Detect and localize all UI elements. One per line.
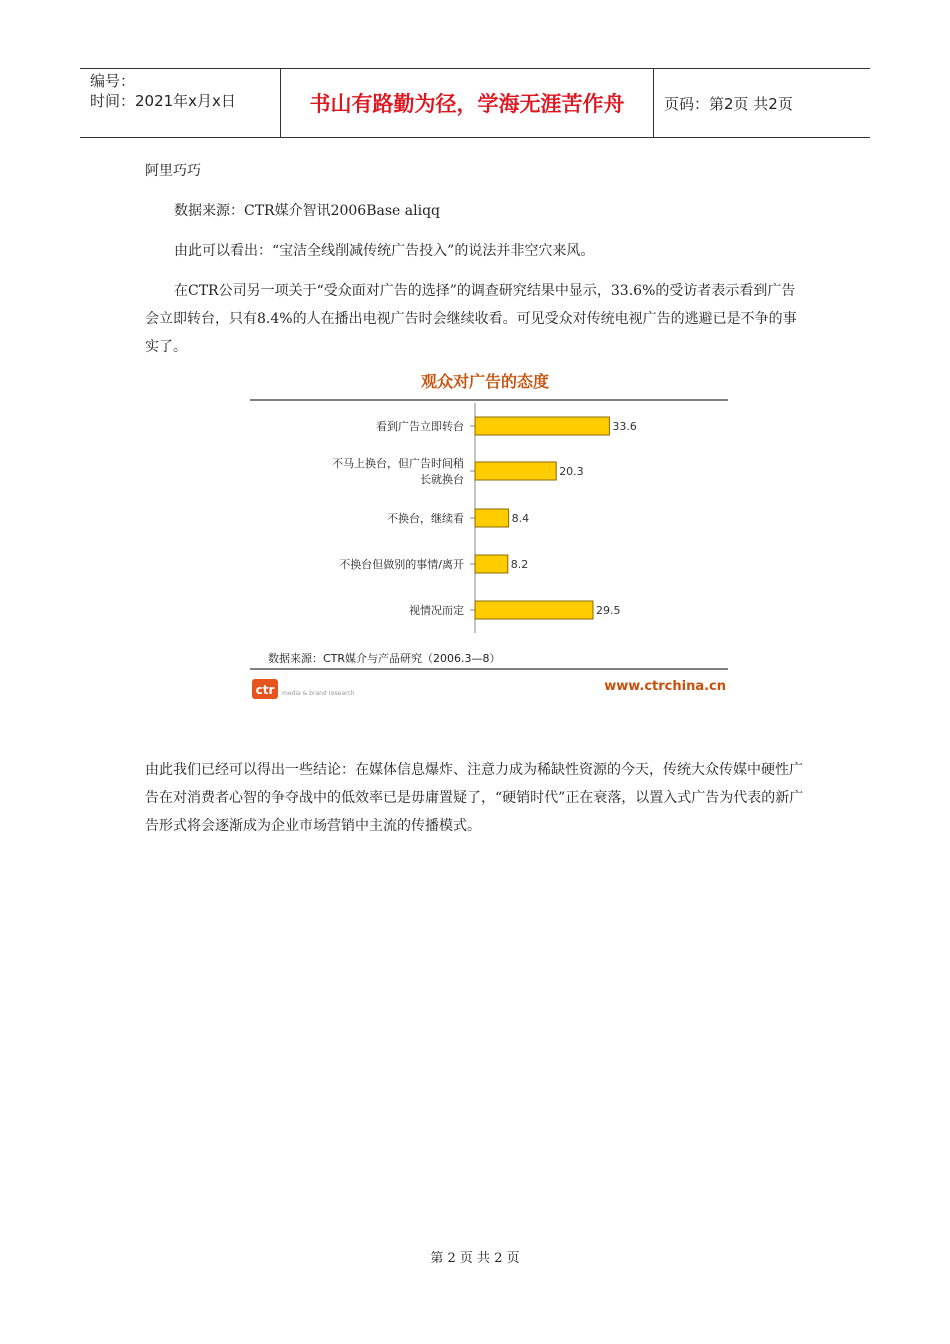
chart-category-label: 不马上换台，但广告时间稍: [332, 457, 464, 470]
chart-bar: [475, 417, 609, 435]
chart-category-label: 不换台，继续看: [387, 512, 464, 525]
chart-value-label: 29.5: [596, 604, 621, 617]
chart-bar: [475, 462, 556, 480]
chart-category-label: 视情况而定: [409, 604, 464, 617]
paragraph-summary: 由此我们已经可以得出一些结论：在媒体信息爆炸、注意力成为稀缺性资源的今天，传统大众传媒中硬性广告在对消费者心智的争夺战中的低效率已是毋庸置疑了，“硬销时代”正在衰落，以置入式广告为代表的新广告形式将会逐渐成为企业市场营销中主流的传播模式。: [145, 762, 804, 834]
chart-value-label: 20.3: [559, 465, 584, 478]
chart-value-label: 33.6: [612, 420, 637, 433]
paragraph-conclusion: 由此可以看出：“宝洁全线削减传统广告投入”的说法并非空穴来风。: [174, 243, 595, 259]
paragraph-title: 阿里巧巧: [145, 163, 201, 179]
attitude-chart: [250, 365, 730, 705]
number-label: 编号：: [90, 72, 136, 90]
header-motto: 书山有路勤为径，学海无涯苦作舟: [281, 69, 654, 137]
chart-bar: [475, 509, 509, 527]
chart-value-label: 8.2: [510, 558, 529, 571]
chart-category-label: 看到广告立即转台: [376, 420, 464, 433]
paragraph-survey: 在CTR公司另一项关于“受众面对广告的选择”的调查研究结果中显示，33.6%的受访者表示看到广告会立即转台，只有8.4%的人在播出电视广告时会继续收看。可见受众对传统电视广告的逃避已是不争的事实了。: [145, 283, 797, 355]
chart-category-label: 不换台但做别的事情/离开: [339, 558, 464, 571]
header-meta: [80, 69, 281, 137]
brand-name: ctr: [255, 683, 275, 697]
chart-value-label: 8.4: [511, 512, 530, 525]
brand-subtitle: media & brand research: [282, 690, 355, 697]
paragraph-source: 数据来源：CTR媒介智讯2006Base aliqq: [174, 203, 440, 219]
chart-bar: [475, 555, 508, 573]
header-page-label: 页码：第2页 共2页: [664, 94, 793, 113]
page-header: [80, 68, 870, 138]
chart-svg: [250, 365, 730, 705]
chart-title: 观众对广告的态度: [420, 372, 550, 391]
chart-category-label: 长就换台: [420, 473, 464, 486]
chart-bar: [475, 601, 593, 619]
chart-website: www.ctrchina.cn: [604, 679, 726, 694]
chart-source: 数据来源：CTR媒介与产品研究（2006.3—8）: [268, 652, 501, 665]
time-label: 时间：2021年x月x日: [90, 92, 236, 110]
page-footer: 第 2 页 共 2 页: [430, 1251, 520, 1266]
